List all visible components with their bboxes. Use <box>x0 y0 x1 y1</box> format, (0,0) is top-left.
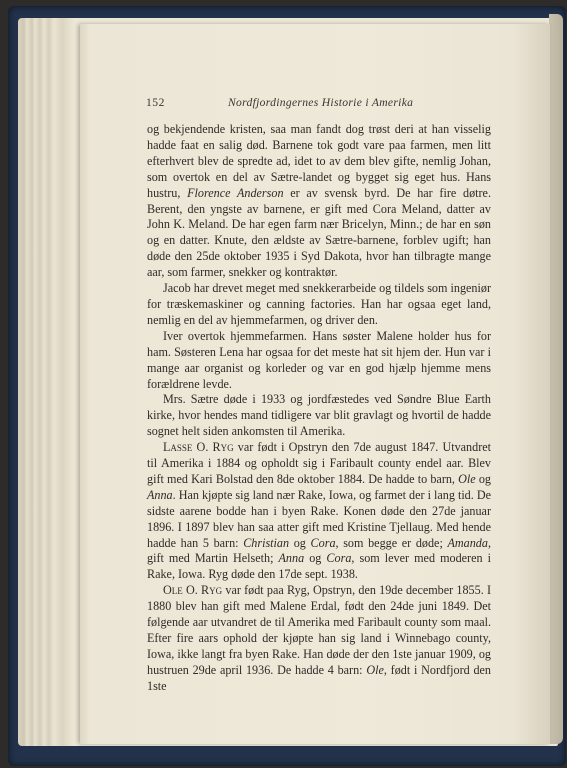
paragraph: Ole O. Ryg var født paa Ryg, Opstryn, den 19de december 1855. I 1880 blev han gift med Malene Erdal, født den 24de juni 1849. Det følgende aar utvandret de til Amerika med Faribault county som maal. Efter fire aars ophold der kjøpte han sig land i Winnebago county, Iowa, ikke langt fra byen Rake. Han døde der den 1ste januar 1909, og hustruen 29de april 1936. De hadde 4 barn: Ole, født i Nordfjord den 1ste <box>147 583 492 693</box>
paragraph: Lasse O. Ryg var født i Opstryn den 7de august 1847. Utvandret til Amerika i 1884 og opholdt sig i Faribault county endel aar. Blev gift med Kari Bolstad den 8de oktober 1884. De hadde to barn, Ole og Anna. Han kjøpte sig land nær Rake, Iowa, og farmet der i lang tid. De sidste aarene bodde han i byen Rake. Konen døde den 27de januar 1896. I 1897 blev han saa atter gift med Kristine Tjellaug. Med hende hadde han 5 barn: Christian og Cora, som begge er døde; Amanda, gift med Martin Helseth; Anna og Cora, som lever med moderen i Rake, Iowa. Ryg døde den 17de sept. 1938. <box>147 440 492 582</box>
right-page-edge <box>549 14 563 744</box>
paragraph: Jacob har drevet meget med snekkerarbeide og tildels som ingeniør for træskemaskiner og canning factories. Han har ogsaa eget land, nemlig en del av hjemmefarmen, og driver den. <box>147 281 491 327</box>
running-title: Nordfjordingernes Historie i Amerika <box>228 96 414 109</box>
paragraph: Iver overtok hjemmefarmen. Hans søster Malene holder hus for ham. Søsteren Lena har ogsaa for det meste hat sit hjem der. Hun var i mange aar organist og korleder og var en god hjælp hjemme mens forældrene levde. <box>147 328 491 391</box>
page-number: 152 <box>146 96 165 109</box>
paragraph: og bekjendende kristen, saa man fandt dog trøst deri at han visselig hadde faat en salig død. Barnene tok godt vare paa farmen, men litt efterhvert blev de spredte ad, idet to av dem blev gifte, nemlig Johan, som overtok en del av Sætre-landet og bygget sig eget hus. Hans hustru, Florence Anderson er av svensk byrd. De har fire døtre. Berent, den yngste av barnene, er gift med Cora Meland, datter av John K. Meland. De har egen farm nær Bricelyn, Minn.; de har en søn og en datter. Knute, den ældste av Sætre-barnene, forblev ugift; han døde den 25de oktober 1935 i Syd Dakota, hvor han tilbragte mange aar, som farmer, snekker og kontraktør. <box>147 122 491 280</box>
body-text <box>147 122 491 695</box>
paragraph: Mrs. Sætre døde i 1933 og jordfæstedes ved Søndre Blue Earth kirke, hvor hendes mand tidligere var blit gravlagt og hvortil de hadde sognet helt siden ankomsten til Amerika. <box>147 392 491 439</box>
